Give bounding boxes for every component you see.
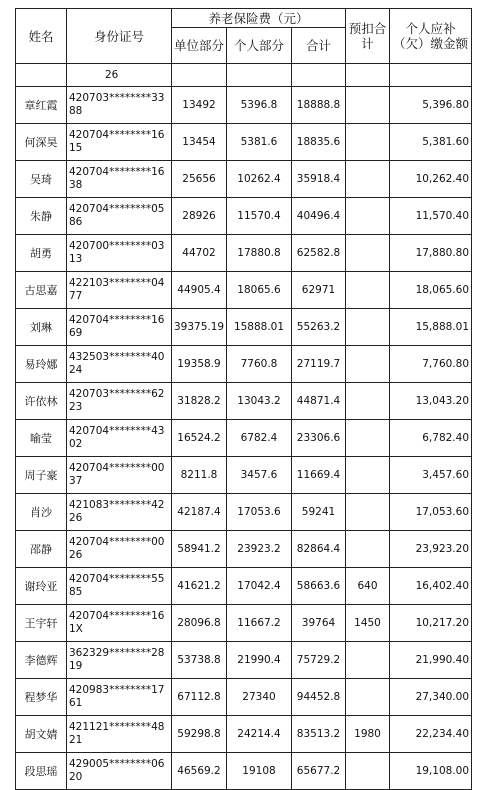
cell-personal: 18065.6 bbox=[227, 272, 292, 309]
cell-name: 吴琦 bbox=[16, 161, 67, 198]
cell-due: 7,760.80 bbox=[390, 346, 472, 383]
table-row bbox=[16, 642, 472, 679]
table-row bbox=[16, 198, 472, 235]
header-name: 姓名 bbox=[16, 9, 67, 64]
cell-id: 420704********1638 bbox=[67, 161, 172, 198]
cell-personal: 10262.4 bbox=[227, 161, 292, 198]
cell-id: 362329********2819 bbox=[67, 642, 172, 679]
cell-total: 11669.4 bbox=[292, 457, 346, 494]
cell-unit: 44702 bbox=[172, 235, 227, 272]
table-row bbox=[16, 568, 472, 605]
cell-total: 44871.4 bbox=[292, 383, 346, 420]
cell-due: 16,402.40 bbox=[390, 568, 472, 605]
cell-personal: 7760.8 bbox=[227, 346, 292, 383]
cell-name: 古思嘉 bbox=[16, 272, 67, 309]
cell-prepaid bbox=[346, 346, 390, 383]
cell-unit: 41621.2 bbox=[172, 568, 227, 605]
cell-name: 易玲娜 bbox=[16, 346, 67, 383]
table-row bbox=[16, 124, 472, 161]
cell-prepaid bbox=[346, 309, 390, 346]
cell-personal: 17880.8 bbox=[227, 235, 292, 272]
cell-unit: 16524.2 bbox=[172, 420, 227, 457]
table-row bbox=[16, 161, 472, 198]
cell-id: 420704********5585 bbox=[67, 568, 172, 605]
cell-personal: 11667.2 bbox=[227, 605, 292, 642]
insurance-table bbox=[15, 8, 472, 790]
cell-total: 75729.2 bbox=[292, 642, 346, 679]
cell-prepaid: 640 bbox=[346, 568, 390, 605]
cell-personal: 17053.6 bbox=[227, 494, 292, 531]
table-row bbox=[16, 87, 472, 124]
table-row bbox=[16, 383, 472, 420]
cell-id: 420704********161X bbox=[67, 605, 172, 642]
cell-name: 邵静 bbox=[16, 531, 67, 568]
cell-name: 胡勇 bbox=[16, 235, 67, 272]
cell-total: 39764 bbox=[292, 605, 346, 642]
table-row bbox=[16, 494, 472, 531]
cell-personal: 23923.2 bbox=[227, 531, 292, 568]
table-row bbox=[16, 457, 472, 494]
cell-id: 420704********0037 bbox=[67, 457, 172, 494]
cell-name: 谢玲亚 bbox=[16, 568, 67, 605]
table-row bbox=[16, 235, 472, 272]
cell-due: 3,457.60 bbox=[390, 457, 472, 494]
cell-total: 58663.6 bbox=[292, 568, 346, 605]
cell-total: 62971 bbox=[292, 272, 346, 309]
cell-personal: 11570.4 bbox=[227, 198, 292, 235]
cell-prepaid bbox=[346, 642, 390, 679]
header-id: 身份证号 bbox=[67, 9, 172, 64]
cell-id: 420703********3388 bbox=[67, 87, 172, 124]
header-unit: 单位部分 bbox=[172, 28, 227, 64]
table-row bbox=[16, 716, 472, 753]
cell-prepaid bbox=[346, 87, 390, 124]
cell-id: 420704********1669 bbox=[67, 309, 172, 346]
cell-personal: 19108 bbox=[227, 753, 292, 790]
cell-due: 10,262.40 bbox=[390, 161, 472, 198]
header-due: 个人应补（欠）缴金额 bbox=[390, 9, 472, 64]
cell-name: 王宇轩 bbox=[16, 605, 67, 642]
cell-name: 何深昊 bbox=[16, 124, 67, 161]
cell-total: 59241 bbox=[292, 494, 346, 531]
cell-unit: 44905.4 bbox=[172, 272, 227, 309]
cell-due: 6,782.40 bbox=[390, 420, 472, 457]
table-row bbox=[16, 605, 472, 642]
cell-total: 55263.2 bbox=[292, 309, 346, 346]
cell-id: 420704********0026 bbox=[67, 531, 172, 568]
table-row bbox=[16, 272, 472, 309]
cell-prepaid bbox=[346, 457, 390, 494]
cell-due: 19,108.00 bbox=[390, 753, 472, 790]
cell-due: 17,053.60 bbox=[390, 494, 472, 531]
cell-prepaid: 1450 bbox=[346, 605, 390, 642]
cell-prepaid bbox=[346, 235, 390, 272]
cell-name: 朱静 bbox=[16, 198, 67, 235]
cell-prepaid bbox=[346, 161, 390, 198]
table-row bbox=[16, 753, 472, 790]
cell-id: 420704********0586 bbox=[67, 198, 172, 235]
cell-due: 18,065.60 bbox=[390, 272, 472, 309]
cell-prepaid bbox=[346, 272, 390, 309]
cell-due: 5,396.80 bbox=[390, 87, 472, 124]
cell-unit: 31828.2 bbox=[172, 383, 227, 420]
cell-prepaid bbox=[346, 420, 390, 457]
table-row bbox=[16, 346, 472, 383]
cell-id: 421121********4821 bbox=[67, 716, 172, 753]
cell-unit: 67112.8 bbox=[172, 679, 227, 716]
cell-prepaid bbox=[346, 198, 390, 235]
cell-name: 喻莹 bbox=[16, 420, 67, 457]
cell-personal: 24214.4 bbox=[227, 716, 292, 753]
header-pension: 养老保险费（元） bbox=[172, 9, 346, 28]
cell-due: 22,234.40 bbox=[390, 716, 472, 753]
cell-id: 420704********1615 bbox=[67, 124, 172, 161]
cell-prepaid bbox=[346, 383, 390, 420]
cell-total: 27119.7 bbox=[292, 346, 346, 383]
cell-unit: 39375.19 bbox=[172, 309, 227, 346]
header-prepaid: 预扣合计 bbox=[346, 9, 390, 64]
cell-personal: 27340 bbox=[227, 679, 292, 716]
cell-total: 82864.4 bbox=[292, 531, 346, 568]
cell-id: 432503********4024 bbox=[67, 346, 172, 383]
cell-name: 程梦华 bbox=[16, 679, 67, 716]
cell-total: 18835.6 bbox=[292, 124, 346, 161]
cell-prepaid: 1980 bbox=[346, 716, 390, 753]
cell-unit: 19358.9 bbox=[172, 346, 227, 383]
cell-unit: 13492 bbox=[172, 87, 227, 124]
table-row bbox=[16, 679, 472, 716]
cell-total: 23306.6 bbox=[292, 420, 346, 457]
cell-personal: 5381.6 bbox=[227, 124, 292, 161]
cell-prepaid bbox=[346, 531, 390, 568]
cell-prepaid bbox=[346, 124, 390, 161]
cell-due: 10,217.20 bbox=[390, 605, 472, 642]
table-row bbox=[16, 309, 472, 346]
cell-name: 周子豪 bbox=[16, 457, 67, 494]
cell-total: 35918.4 bbox=[292, 161, 346, 198]
cell-unit: 13454 bbox=[172, 124, 227, 161]
cell-unit: 42187.4 bbox=[172, 494, 227, 531]
cell-personal: 6782.4 bbox=[227, 420, 292, 457]
cell-personal: 5396.8 bbox=[227, 87, 292, 124]
continuation-row bbox=[16, 64, 472, 87]
continuation-id-tail: 26 bbox=[67, 64, 172, 87]
cell-name: 肖沙 bbox=[16, 494, 67, 531]
cell-due: 13,043.20 bbox=[390, 383, 472, 420]
cell-id: 420983********1761 bbox=[67, 679, 172, 716]
cell-total: 83513.2 bbox=[292, 716, 346, 753]
cell-due: 27,340.00 bbox=[390, 679, 472, 716]
cell-unit: 8211.8 bbox=[172, 457, 227, 494]
cell-id: 420700********0313 bbox=[67, 235, 172, 272]
cell-total: 40496.4 bbox=[292, 198, 346, 235]
cell-total: 18888.8 bbox=[292, 87, 346, 124]
cell-id: 420703********6223 bbox=[67, 383, 172, 420]
cell-name: 胡文婧 bbox=[16, 716, 67, 753]
cell-id: 420704********4302 bbox=[67, 420, 172, 457]
cell-unit: 46569.2 bbox=[172, 753, 227, 790]
cell-name: 章红霞 bbox=[16, 87, 67, 124]
cell-due: 17,880.80 bbox=[390, 235, 472, 272]
cell-unit: 28926 bbox=[172, 198, 227, 235]
cell-unit: 58941.2 bbox=[172, 531, 227, 568]
cell-due: 15,888.01 bbox=[390, 309, 472, 346]
cell-name: 李德辉 bbox=[16, 642, 67, 679]
cell-name: 段思瑶 bbox=[16, 753, 67, 790]
cell-total: 94452.8 bbox=[292, 679, 346, 716]
cell-personal: 3457.6 bbox=[227, 457, 292, 494]
cell-id: 429005********0620 bbox=[67, 753, 172, 790]
cell-prepaid bbox=[346, 679, 390, 716]
cell-unit: 53738.8 bbox=[172, 642, 227, 679]
cell-personal: 13043.2 bbox=[227, 383, 292, 420]
table-row bbox=[16, 531, 472, 568]
cell-name: 许依林 bbox=[16, 383, 67, 420]
header-total: 合计 bbox=[292, 28, 346, 64]
cell-personal: 17042.4 bbox=[227, 568, 292, 605]
cell-id: 422103********0477 bbox=[67, 272, 172, 309]
cell-unit: 25656 bbox=[172, 161, 227, 198]
cell-personal: 21990.4 bbox=[227, 642, 292, 679]
cell-prepaid bbox=[346, 753, 390, 790]
cell-unit: 59298.8 bbox=[172, 716, 227, 753]
header-personal: 个人部分 bbox=[227, 28, 292, 64]
cell-name: 刘琳 bbox=[16, 309, 67, 346]
cell-due: 11,570.40 bbox=[390, 198, 472, 235]
cell-due: 5,381.60 bbox=[390, 124, 472, 161]
cell-total: 65677.2 bbox=[292, 753, 346, 790]
cell-due: 23,923.20 bbox=[390, 531, 472, 568]
cell-total: 62582.8 bbox=[292, 235, 346, 272]
cell-id: 421083********4226 bbox=[67, 494, 172, 531]
table-row bbox=[16, 420, 472, 457]
cell-unit: 28096.8 bbox=[172, 605, 227, 642]
cell-prepaid bbox=[346, 494, 390, 531]
cell-personal: 15888.01 bbox=[227, 309, 292, 346]
cell-due: 21,990.40 bbox=[390, 642, 472, 679]
